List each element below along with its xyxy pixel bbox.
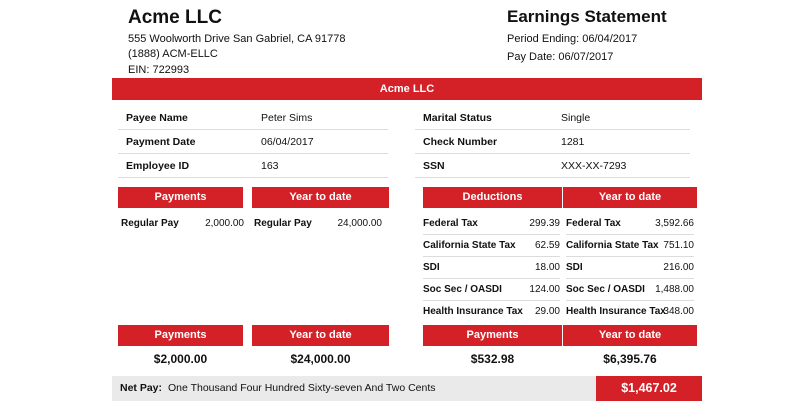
deductions-header: Deductions <box>423 187 562 208</box>
company-banner: Acme LLC <box>112 78 702 100</box>
deductions-ytd-header: Year to date <box>563 187 697 208</box>
divider <box>566 256 694 257</box>
net-pay-words: One Thousand Four Hundred Sixty-seven And Two Cents <box>168 382 436 394</box>
divider <box>423 300 560 301</box>
statement-title: Earnings Statement <box>507 7 667 26</box>
total-payments-ytd: $24,000.00 <box>290 352 351 366</box>
total-deductions-ytd: $6,395.76 <box>603 352 657 366</box>
deduction-ytd-amount: 3,592.66 <box>655 218 694 229</box>
net-pay-amount: $1,467.02 <box>596 376 702 401</box>
payments-header: Payments <box>118 187 243 208</box>
deduction-line-amount: 299.39 <box>529 218 560 229</box>
company-address: 555 Woolworth Drive San Gabriel, CA 91778 <box>128 33 346 45</box>
info-row-employee-id <box>118 156 388 178</box>
info-row-check-number <box>415 132 690 154</box>
payment-ytd-label: Regular Pay <box>254 218 312 229</box>
totals-payments-ytd-header: Year to date <box>252 325 389 346</box>
deduction-line-label: Federal Tax <box>423 218 478 229</box>
deduction-line-label: Soc Sec / OASDI <box>423 284 502 295</box>
deduction-ytd-label: Federal Tax <box>566 218 621 229</box>
deduction-ytd-amount: 751.10 <box>663 240 694 251</box>
info-label: Marital Status <box>423 112 492 124</box>
info-value: 06/04/2017 <box>261 136 314 148</box>
totals-payments-header: Payments <box>118 325 243 346</box>
info-label: Payee Name <box>126 112 188 124</box>
deduction-ytd-amount: 348.00 <box>663 306 694 317</box>
info-value: XXX-XX-7293 <box>561 160 627 172</box>
info-row-marital-status <box>415 108 690 130</box>
company-ein: EIN: 722993 <box>128 64 190 76</box>
period-ending: Period Ending: 06/04/2017 <box>507 33 638 45</box>
totals-deductions-ytd-header: Year to date <box>563 325 697 346</box>
divider <box>566 234 694 235</box>
net-pay-bar <box>112 376 702 401</box>
payment-line-amount: 2,000.00 <box>205 218 244 229</box>
pay-date: Pay Date: 06/07/2017 <box>507 51 614 63</box>
info-value: 1281 <box>561 136 585 148</box>
deduction-line-amount: 62.59 <box>534 240 560 251</box>
deduction-line-label: California State Tax <box>423 240 516 251</box>
payments-ytd-header: Year to date <box>252 187 389 208</box>
company-phone: (1888) ACM-ELLC <box>128 48 218 60</box>
info-row-ssn <box>415 156 690 178</box>
info-value: Single <box>561 112 591 124</box>
deduction-ytd-label: SDI <box>566 262 583 273</box>
info-row-payee <box>118 108 388 130</box>
divider <box>423 234 560 235</box>
info-value: Peter Sims <box>261 112 313 124</box>
deduction-line-label: Health Insurance Tax <box>423 306 523 317</box>
deduction-ytd-amount: 216.00 <box>663 262 694 273</box>
info-row-payment-date <box>118 132 388 154</box>
deduction-line-label: SDI <box>423 262 440 273</box>
total-deductions: $532.98 <box>470 352 515 366</box>
divider <box>566 300 694 301</box>
company-name: Acme LLC <box>128 7 222 28</box>
info-label: Check Number <box>423 136 498 148</box>
net-pay-label: Net Pay: <box>120 382 163 394</box>
info-label: SSN <box>423 160 445 172</box>
info-label: Employee ID <box>126 160 190 172</box>
deduction-ytd-label: California State Tax <box>566 240 659 251</box>
deduction-ytd-label: Health Insurance Tax <box>566 306 666 317</box>
deduction-ytd-label: Soc Sec / OASDI <box>566 284 645 295</box>
deduction-line-amount: 18.00 <box>534 262 560 273</box>
totals-deductions-header: Payments <box>423 325 562 346</box>
info-label: Payment Date <box>126 136 196 148</box>
deduction-line-amount: 29.00 <box>534 306 560 317</box>
info-value: 163 <box>261 160 279 172</box>
divider <box>423 278 560 279</box>
deduction-line-amount: 124.00 <box>529 284 560 295</box>
divider <box>566 278 694 279</box>
deduction-ytd-amount: 1,488.00 <box>655 284 694 295</box>
payment-line-label: Regular Pay <box>121 218 179 229</box>
total-payments: $2,000.00 <box>153 352 208 366</box>
payment-ytd-amount: 24,000.00 <box>337 218 382 229</box>
divider <box>423 256 560 257</box>
